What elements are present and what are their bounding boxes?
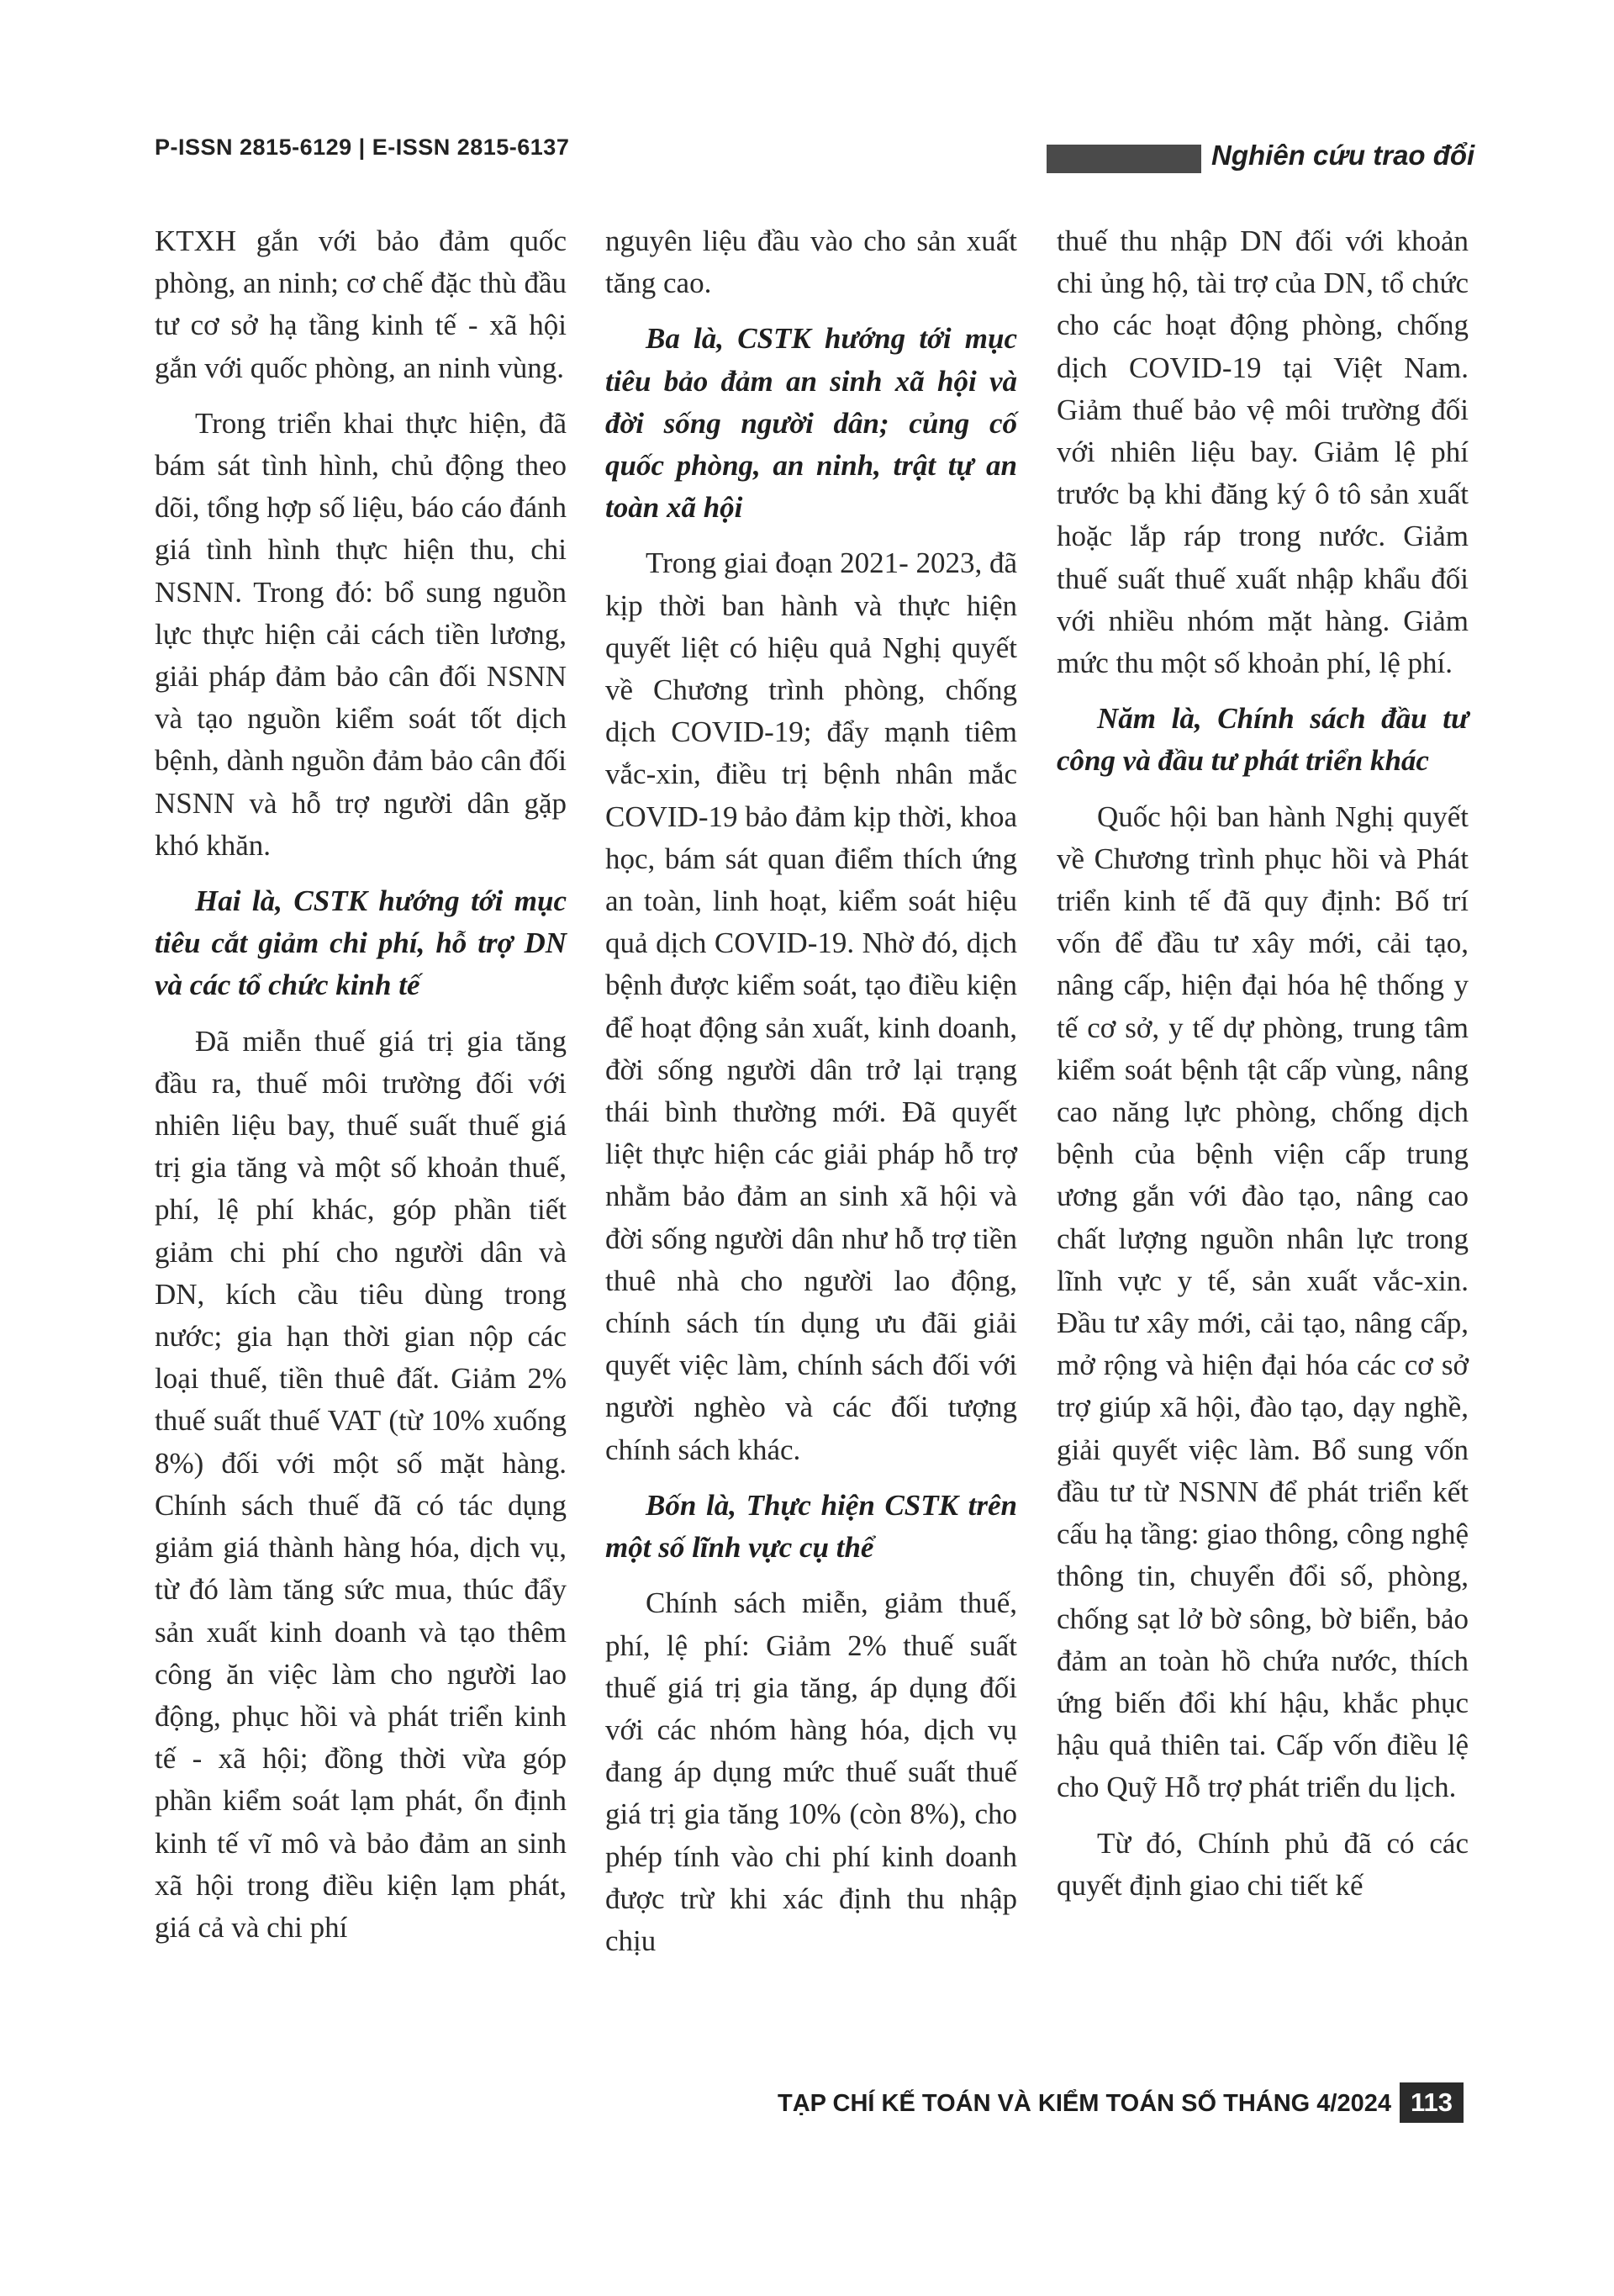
journal-title: TẠP CHÍ KẾ TOÁN VÀ KIỂM TOÁN SỐ THÁNG 4/2024 bbox=[778, 2090, 1391, 2117]
section-heading: Ba là, CSTK hướng tới mục tiêu bảo đảm an sinh xã hội và đời sống người dân; củng cố quốc phòng, an ninh, trật tự an toàn xã hội bbox=[605, 322, 1017, 525]
section-heading: Năm là, Chính sách đầu tư công và đầu tư phát triển khác bbox=[1057, 702, 1469, 778]
paragraph: nguyên liệu đầu vào cho sản xuất tăng cao. bbox=[605, 224, 1017, 300]
column-1 bbox=[155, 220, 567, 1962]
section-title: Nghiên cứu trao đổi bbox=[1211, 140, 1475, 171]
paragraph: Trong triển khai thực hiện, đã bám sát tình hình, chủ động theo dõi, tổng hợp số liệu, báo cáo đánh giá tình hình thực hiện thu, chi NSNN. Trong đó: bổ sung nguồn lực thực hiện cải cách tiền lương, giải pháp đảm bảo cân đối NSNN và tạo nguồn kiểm soát tốt dịch bệnh, dành nguồn đảm bảo cân đối NSNN và hỗ trợ người dân gặp khó khăn. bbox=[155, 406, 567, 862]
page-number: 113 bbox=[1400, 2082, 1464, 2123]
issn-line: P-ISSN 2815-6129 | E-ISSN 2815-6137 bbox=[155, 135, 570, 160]
paragraph: Đã miễn thuế giá trị gia tăng đầu ra, thuế môi trường đối với nhiên liệu bay, thuế suất thuế giá trị gia tăng và một số khoản thuế, phí, lệ phí khác, góp phần tiết giảm chi phí cho người dân và DN, kích cầu tiêu dùng trong nước; gia hạn thời gian nộp các loại thuế, tiền thuê đất. Giảm 2% thuế suất thuế VAT (từ 10% xuống 8%) đối với một số mặt hàng. Chính sách thuế đã có tác dụng giảm giá thành hàng hóa, dịch vụ, từ đó làm tăng sức mua, thúc đẩy sản xuất kinh doanh và tạo thêm công ăn việc làm cho người lao động, phục hồi và phát triển kinh tế - xã hội; đồng thời vừa góp phần kiểm soát lạm phát, ổn định kinh tế vĩ mô và bảo đảm an sinh xã hội trong điều kiện lạm phát, giá cả và chi phí bbox=[155, 1024, 567, 1944]
section-heading: Hai là, CSTK hướng tới mục tiêu cắt giảm chi phí, hỗ trợ DN và các tổ chức kinh tế bbox=[155, 884, 567, 1002]
section-heading: Bốn là, Thực hiện CSTK trên một số lĩnh vực cụ thể bbox=[605, 1488, 1017, 1565]
paragraph: KTXH gắn với bảo đảm quốc phòng, an ninh; cơ chế đặc thù đầu tư cơ sở hạ tầng kinh tế - xã hội gắn với quốc phòng, an ninh vùng. bbox=[155, 224, 567, 384]
paragraph: Chính sách miễn, giảm thuế, phí, lệ phí: Giảm 2% thuế suất thuế giá trị gia tăng, áp dụng đối với các nhóm hàng hóa, dịch vụ đang áp dụng mức thuế suất thuế giá trị gia tăng 10% (còn 8%), cho phép tính vào chi phí kinh doanh được trừ khi xác định thu nhập chịu bbox=[605, 1586, 1017, 1957]
paragraph: Quốc hội ban hành Nghị quyết về Chương trình phục hồi và Phát triển kinh tế đã quy định: Bố trí vốn để đầu tư xây mới, cải tạo, nâng cấp, hiện đại hóa hệ thống y tế cơ sở, y tế dự phòng, trung tâm kiểm soát bệnh tật cấp vùng, nâng cao năng lực phòng, chống dịch bệnh của bệnh viện cấp trung ương gắn với đào tạo, nâng cao chất lượng nguồn nhân lực trong lĩnh vực y tế, sản xuất vắc-xin. Đầu tư xây mới, cải tạo, nâng cấp, mở rộng và hiện đại hóa các cơ sở trợ giúp xã hội, đào tạo, dạy nghề, giải quyết việc làm. Bổ sung vốn đầu tư từ NSNN để phát triển kết cấu hạ tầng: giao thông, công nghệ thông tin, chuyển đổi số, phòng, chống sạt lở bờ sông, bờ biển, bảo đảm an toàn hồ chứa nước, thích ứng biến đổi khí hậu, khắc phục hậu quả thiên tai. Cấp vốn điều lệ cho Quỹ Hỗ trợ phát triển du lịch. bbox=[1057, 800, 1469, 1804]
paragraph: Từ đó, Chính phủ đã có các quyết định giao chi tiết kế bbox=[1057, 1826, 1469, 1902]
section-bar bbox=[1047, 145, 1201, 173]
column-2 bbox=[605, 220, 1017, 1976]
paragraph: thuế thu nhập DN đối với khoản chi ủng hộ, tài trợ của DN, tổ chức cho các hoạt động phòng, chống dịch COVID-19 tại Việt Nam. Giảm thuế bảo vệ môi trường đối với nhiên liệu bay. Giảm lệ phí trước bạ khi đăng ký ô tô sản xuất hoặc lắp ráp trong nước. Giảm thuế suất thuế xuất nhập khẩu đối với nhiều nhóm mặt hàng. Giảm mức thu một số khoản phí, lệ phí. bbox=[1057, 224, 1469, 680]
column-3 bbox=[1057, 220, 1469, 1920]
paragraph: Trong giai đoạn 2021- 2023, đã kịp thời ban hành và thực hiện quyết liệt có hiệu quả Nghị quyết về Chương trình phòng, chống dịch COVID-19; đẩy mạnh tiêm vắc-xin, điều trị bệnh nhân mắc COVID-19 bảo đảm kịp thời, khoa học, bám sát quan điểm thích ứng an toàn, linh hoạt, kiểm soát hiệu quả dịch COVID-19. Nhờ đó, dịch bệnh được kiểm soát, tạo điều kiện để hoạt động sản xuất, kinh doanh, đời sống người dân trở lại trạng thái bình thường mới. Đã quyết liệt thực hiện các giải pháp hỗ trợ nhằm bảo đảm an sinh xã hội và đời sống người dân như hỗ trợ tiền thuê nhà cho người lao động, chính sách tín dụng ưu đãi giải quyết việc làm, chính sách đối với người nghèo và các đối tượng chính sách khác. bbox=[605, 546, 1018, 1466]
